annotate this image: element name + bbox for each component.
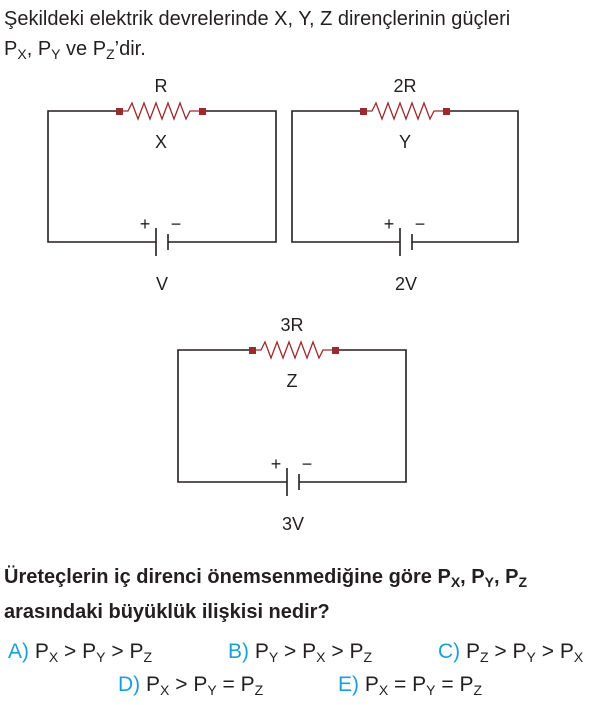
minus-sign: − [301,454,313,474]
question-line-2: arasındaki büyüklük ilişkisi nedir? [4,601,330,623]
plus-sign: + [139,214,151,234]
resistor-y [360,103,450,119]
voltage-label-x: V [155,274,169,294]
resistance-label-x: R [154,76,168,96]
resistor-name-z: Z [286,371,298,391]
choice-b[interactable]: B) $P_Y > P_X > P_Z$ [228,640,373,665]
choice-letter: D) [118,673,141,696]
choice-letter: A) [8,640,29,663]
plus-sign: + [270,454,282,474]
question-line-1: Üreteçlerin iç direnci önemsenmediğine göre $P_X$, $P_Y$, $P_Z$ [4,566,527,590]
choice-c[interactable]: C) $P_Z > P_Y > P_X$ [438,640,584,665]
choice-a[interactable]: A) $P_X > P_Y > P_Z$ [8,640,153,665]
choice-d[interactable]: D) $P_X > P_Y = P_Z$ [118,673,264,698]
resistor-name-y: Y [398,132,412,152]
choice-e[interactable]: E) $P_X = P_Y = P_Z$ [338,673,483,698]
intro-line-1: Şekildeki elektrik devrelerinde X, Y, Z dirençlerinin güçleri [4,8,511,30]
plus-sign: + [383,214,395,234]
circuit-z [178,315,406,534]
resistance-label-z: 3R [280,315,304,335]
minus-sign: − [170,214,182,234]
choice-letter: C) [438,640,461,663]
circuit-y [292,76,518,294]
resistance-label-y: 2R [393,76,417,96]
resistor-x [116,103,206,119]
voltage-label-z: 3V [281,514,305,534]
choice-letter: B) [228,640,249,663]
circuit-x [48,76,276,294]
choice-letter: E) [338,673,359,696]
voltage-label-y: 2V [394,274,418,294]
intro-line-2: $P_X$, $P_Y$ ve $P_Z’dir$. [4,38,146,62]
resistor-z [249,342,339,358]
resistor-name-x: X [154,132,168,152]
question-text [4,562,609,627]
minus-sign: − [414,214,426,234]
